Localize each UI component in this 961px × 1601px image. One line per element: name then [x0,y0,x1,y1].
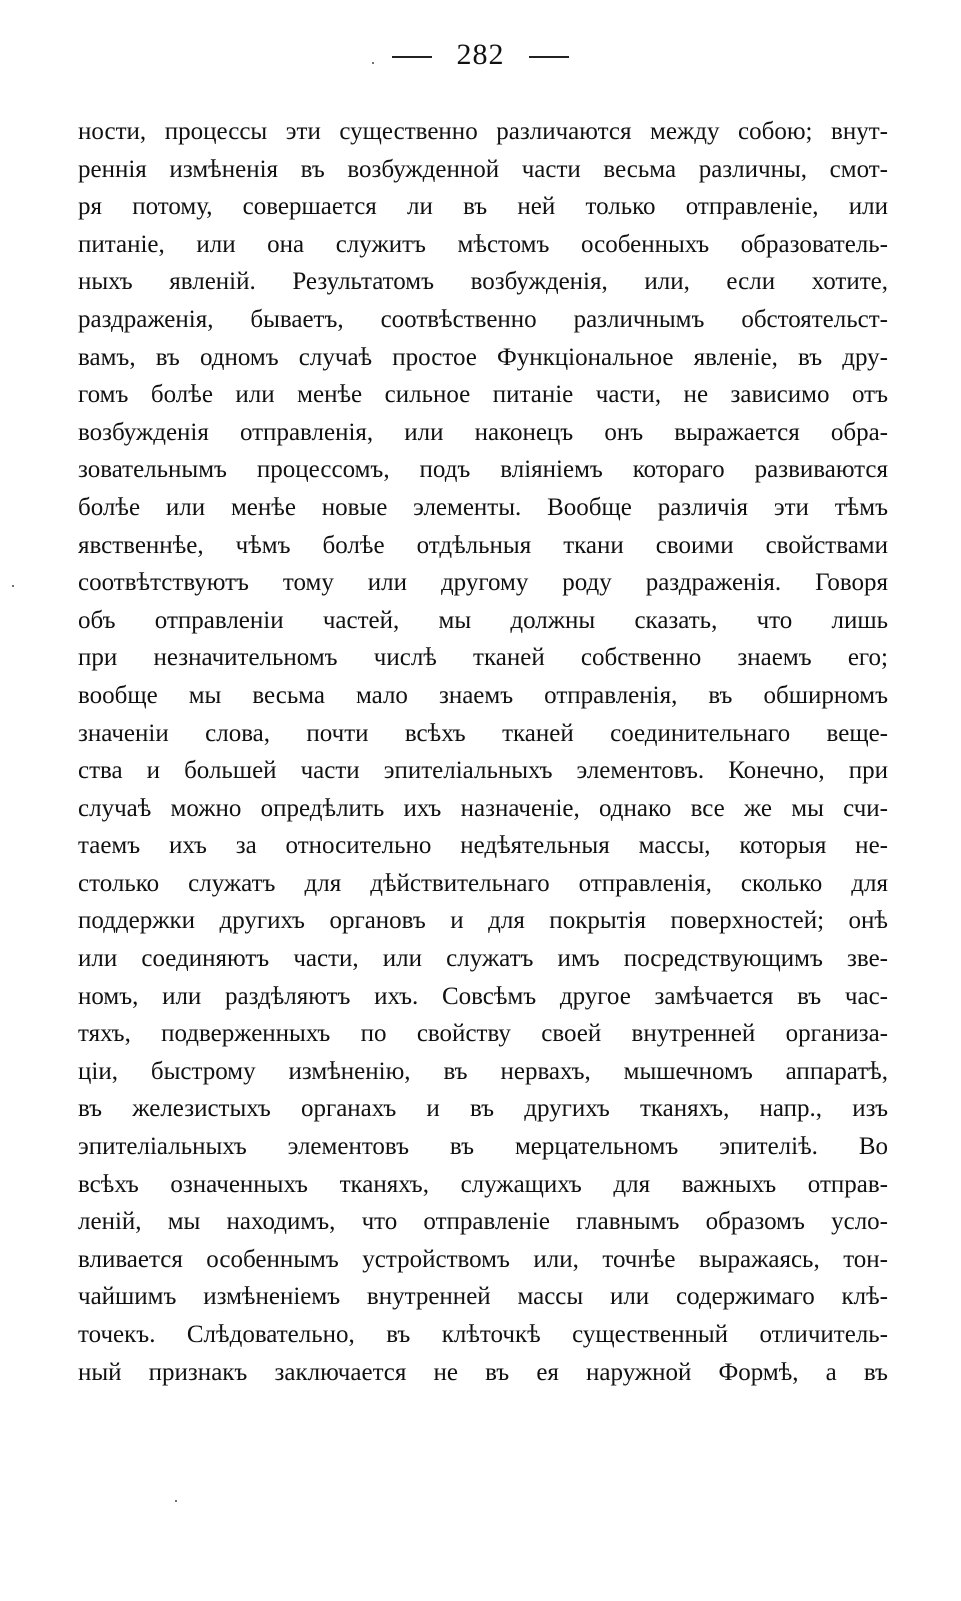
text-line: явственнѣе, чѣмъ болѣе отдѣльныя ткани своими свойствами [78,531,888,559]
body-text [78,113,888,1391]
text-line: гомъ болѣе или менѣе сильное питаніе части, не зависимо отъ [78,381,888,409]
text-line: болѣе или менѣе новые элементы. Вообще различія эти тѣмъ [78,493,888,521]
text-line: соотвѣтствуютъ тому или другому роду раздраженія. Говоря [78,569,888,597]
text-line: въ железистыхъ органахъ и въ другихъ тканяхъ, напр., изъ [78,1095,888,1123]
text-line: ныхъ явленій. Результатомъ возбужденія, или, если хотите, [78,268,888,296]
text-line: номъ, или раздѣляютъ ихъ. Совсѣмъ другое замѣчается въ час- [78,982,888,1010]
page-header [0,38,961,72]
header-dash-left [392,56,432,58]
text-line: питаніе, или она служитъ мѣстомъ особенныхъ образователь- [78,230,888,258]
text-line: вливается особеннымъ устройствомъ или, точнѣе выражаясь, тон- [78,1245,888,1273]
text-line: леній, мы находимъ, что отправленіе главнымъ образомъ усло- [78,1208,888,1236]
text-line: раздраженія, бываетъ, соотвѣственно различнымъ обстоятельст- [78,305,888,333]
text-line: случаѣ можно опредѣлить ихъ назначеніе, однако все же мы счи- [78,794,888,822]
text-line: ства и большей части эпителіальныхъ элементовъ. Конечно, при [78,757,888,785]
text-line: зовательнымъ процессомъ, подъ вліяніемъ котораго развиваются [78,456,888,484]
text-line: всѣхъ означенныхъ тканяхъ, служащихъ для важныхъ отправ- [78,1170,888,1198]
text-line: вамъ, въ одномъ случаѣ простое Функціональное явленіе, въ дру- [78,343,888,371]
text-line: тяхъ, подверженныхъ по свойству своей внутренней организа- [78,1020,888,1048]
print-speck [175,1500,177,1502]
text-line: чайшимъ измѣненіемъ внутренней массы или содержимаго клѣ- [78,1283,888,1311]
print-speck [12,585,14,587]
text-line: точекъ. Слѣдовательно, въ клѣточкѣ существенный отличитель- [78,1321,888,1348]
text-line: ціи, быстрому измѣненію, въ нервахъ, мышечномъ аппаратѣ, [78,1057,888,1085]
text-line: при незначительномъ числѣ тканей собственно знаемъ его; [78,644,888,672]
text-line: возбужденія отправленія, или наконецъ онъ выражается обра- [78,418,888,446]
text-line: эпителіальныхъ элементовъ въ мерцательномъ эпителіѣ. Во [78,1133,888,1161]
text-line: реннія измѣненія въ возбужденной части весьма различны, смот- [78,155,888,183]
text-line: ный признакъ заключается не въ ея наружной Формѣ, а въ [78,1358,888,1386]
header-dash-right [529,56,569,58]
text-line: ности, процессы эти существенно различаются между собою; внут- [78,118,888,145]
text-line: объ отправленіи частей, мы должны сказать, что лишь [78,606,888,634]
text-line: столько служатъ для дѣйствительнаго отправленія, сколько для [78,869,888,897]
text-line: вообще мы весьма мало знаемъ отправленія, въ обширномъ [78,681,888,709]
page-number: 282 [456,38,505,71]
text-line: таемъ ихъ за относительно недѣятельныя массы, которыя не- [78,832,888,860]
text-line: или соединяютъ части, или служатъ имъ посредствующимъ зве- [78,945,888,973]
text-line: значеніи слова, почти всѣхъ тканей соединительнаго веще- [78,719,888,747]
print-speck [372,62,374,64]
text-line: поддержки другихъ органовъ и для покрытія поверхностей; онѣ [78,907,888,935]
text-line: ря потому, совершается ли въ ней только отправленіе, или [78,193,888,221]
